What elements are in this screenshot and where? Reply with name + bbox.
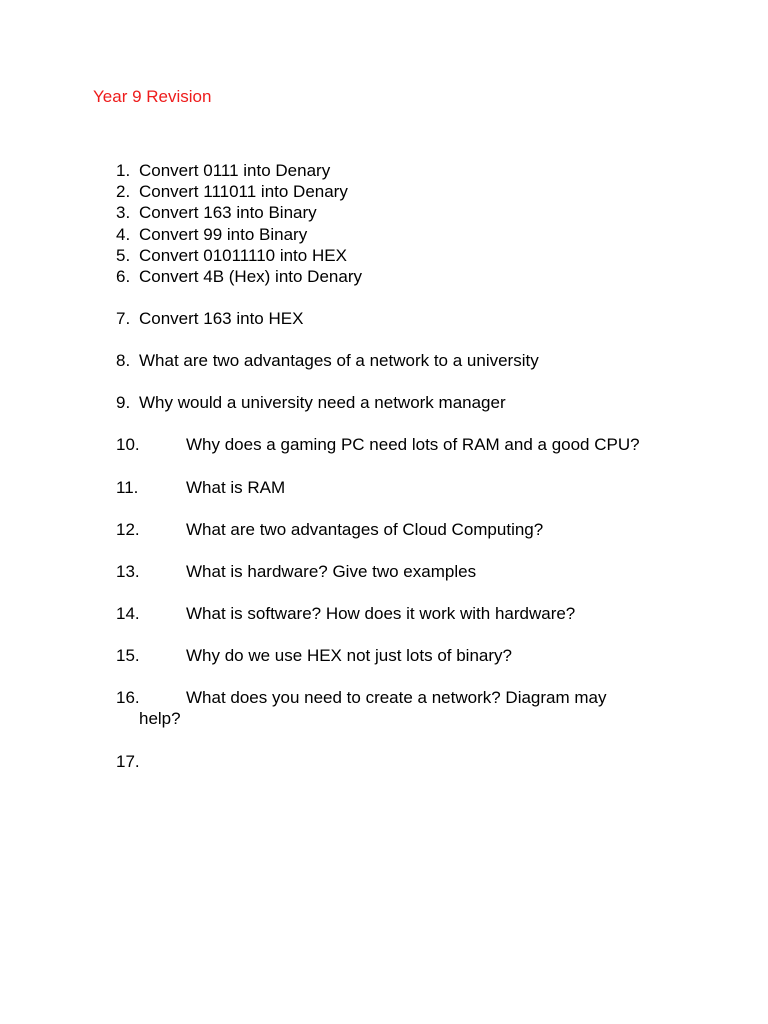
question-number: 13. — [116, 562, 140, 581]
question-text: Convert 4B (Hex) into Denary — [139, 267, 362, 286]
question-number: 5. — [116, 246, 131, 265]
question-number: 8. — [116, 351, 131, 370]
question-number: 16. — [116, 688, 140, 707]
question-text: Convert 163 into Binary — [139, 203, 317, 222]
question-text: Why does a gaming PC need lots of RAM and a good CPU? — [186, 435, 640, 454]
question-text: What does you need to create a network? Diagram may — [186, 688, 607, 707]
question-text: What is hardware? Give two examples — [186, 562, 477, 581]
question-text: Convert 111011 into Denary — [139, 182, 348, 201]
question-number: 15. — [116, 646, 140, 665]
question-text: Why do we use HEX not just lots of binary? — [186, 646, 512, 665]
question-number: 6. — [116, 267, 131, 286]
question-text: Why would a university need a network manager — [139, 393, 506, 412]
question-number: 2. — [116, 182, 131, 201]
question-16-continuation: help? — [139, 709, 181, 728]
question-number: 17. — [116, 752, 140, 771]
question-text: What are two advantages of Cloud Computing? — [186, 520, 544, 539]
document-title: Year 9 Revision — [93, 87, 212, 106]
question-number: 11. — [116, 478, 139, 497]
question-number: 10. — [116, 435, 140, 454]
question-number: 7. — [116, 309, 131, 328]
question-text: Convert 99 into Binary — [139, 225, 308, 244]
question-number: 14. — [116, 604, 140, 623]
question-text: What is RAM — [186, 478, 286, 497]
question-text: Convert 163 into HEX — [139, 309, 304, 328]
question-text: Convert 01011110 into HEX — [139, 246, 347, 265]
question-number: 12. — [116, 520, 140, 539]
question-text: What is software? How does it work with hardware? — [186, 604, 576, 623]
question-number: 4. — [116, 225, 131, 244]
question-number: 9. — [116, 393, 131, 412]
question-text: Convert 0111 into Denary — [139, 161, 331, 180]
question-number: 1. — [116, 161, 131, 180]
question-text: What are two advantages of a network to a university — [139, 351, 539, 370]
question-number: 3. — [116, 203, 131, 222]
